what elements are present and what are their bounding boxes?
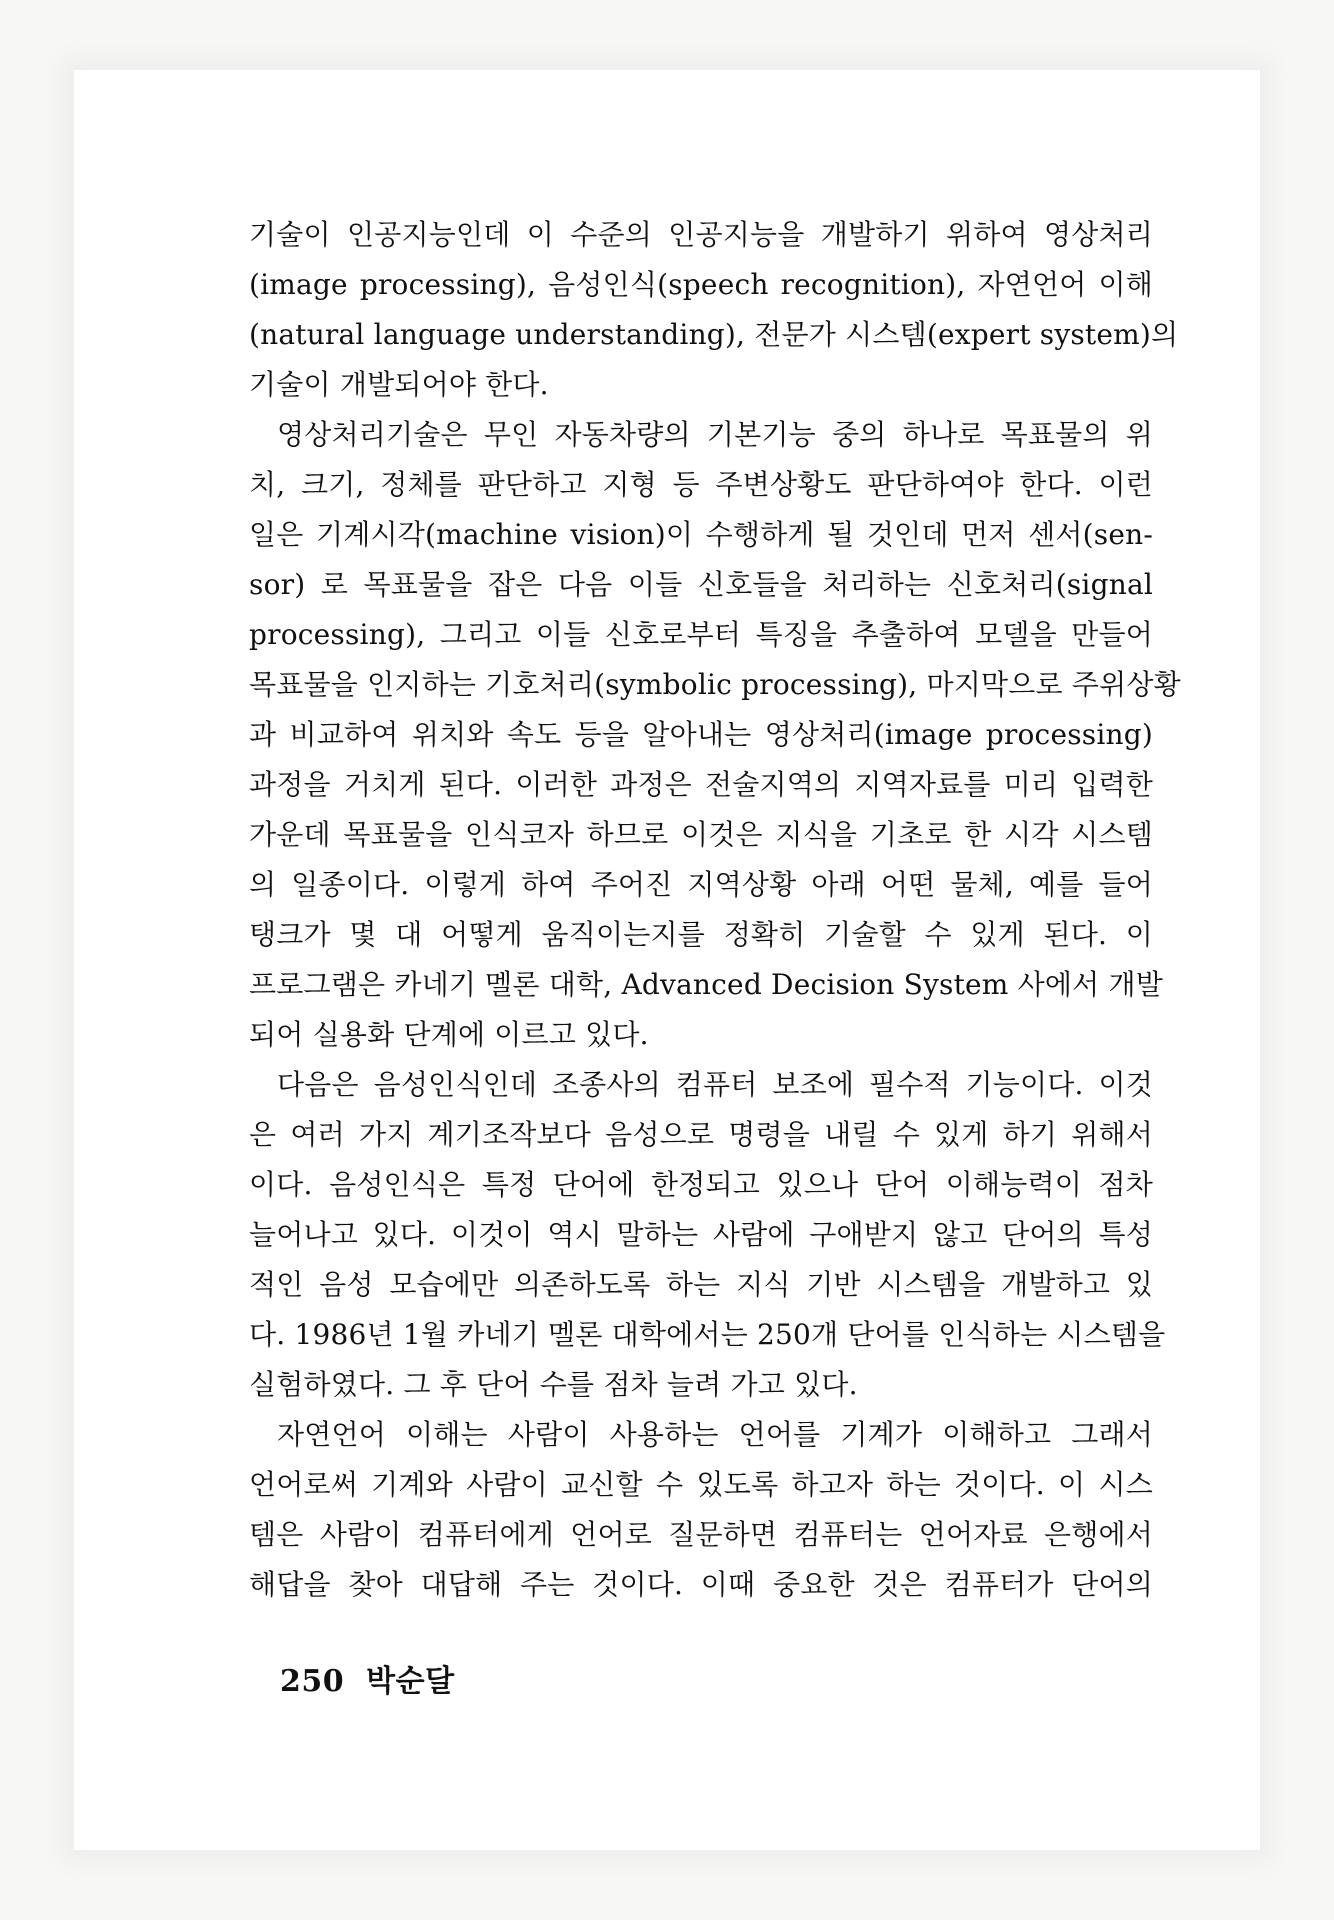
- text-line: 실험하였다. 그 후 단어 수를 점차 늘려 가고 있다.: [249, 1368, 858, 1401]
- text-line: 적인 음성 모습에만 의존하도록 하는 지식 기반 시스템을 개발하고 있: [249, 1268, 1153, 1301]
- paragraph: [249, 1410, 1153, 1610]
- text-line: 탱크가 몇 대 어떻게 움직이는지를 정확히 기술할 수 있게 된다. 이: [249, 918, 1153, 951]
- text-line: 의 일종이다. 이렇게 하여 주어진 지역상황 아래 어떤 물체, 예를 들어: [249, 868, 1153, 901]
- text-line: 치, 크기, 정체를 판단하고 지형 등 주변상황도 판단하여야 한다. 이런: [249, 468, 1153, 501]
- text-line: 늘어나고 있다. 이것이 역시 말하는 사람에 구애받지 않고 단어의 특성: [249, 1218, 1153, 1251]
- text-line: 은 여러 가지 계기조작보다 음성으로 명령을 내릴 수 있게 하기 위해서: [249, 1118, 1153, 1151]
- text-line: 가운데 목표물을 인식코자 하므로 이것은 지식을 기초로 한 시각 시스템: [249, 818, 1153, 851]
- paragraph: [249, 410, 1181, 1060]
- text-line: 템은 사람이 컴퓨터에게 언어로 질문하면 컴퓨터는 언어자료 은행에서: [249, 1518, 1153, 1551]
- page-number: 250: [280, 1664, 345, 1699]
- paragraph: [249, 210, 1179, 410]
- author-name: 박순달: [366, 1664, 455, 1699]
- text-line: 프로그램은 카네기 멜론 대학, Advanced Decision System 사에서 개발: [249, 968, 1163, 1001]
- page-footer: [280, 1656, 455, 1700]
- text-line: (natural language understanding), 전문가 시스템(expert system)의: [249, 318, 1179, 351]
- text-line: 이다. 음성인식은 특정 단어에 한정되고 있으나 단어 이해능력이 점차: [249, 1168, 1153, 1201]
- text-line: 언어로써 기계와 사람이 교신할 수 있도록 하고자 하는 것이다. 이 시스: [249, 1468, 1153, 1501]
- text-line: (image processing), 음성인식(speech recognition), 자연언어 이해: [249, 268, 1153, 301]
- text-line: 기술이 인공지능인데 이 수준의 인공지능을 개발하기 위하여 영상처리: [249, 218, 1153, 251]
- text-line: 목표물을 인지하는 기호처리(symbolic processing), 마지막으로 주위상황: [249, 668, 1181, 701]
- text-line: 다음은 음성인식인데 조종사의 컴퓨터 보조에 필수적 기능이다. 이것: [277, 1068, 1153, 1101]
- text-line: processing), 그리고 이들 신호로부터 특징을 추출하여 모델을 만들어: [249, 618, 1153, 651]
- body-text: [249, 210, 1181, 1610]
- paragraph: [249, 1060, 1166, 1410]
- text-line: sor) 로 목표물을 잡은 다음 이들 신호들을 처리하는 신호처리(signal: [249, 568, 1153, 601]
- text-line: 일은 기계시각(machine vision)이 수행하게 될 것인데 먼저 센서(sen-: [249, 518, 1153, 551]
- text-line: 다. 1986년 1월 카네기 멜론 대학에서는 250개 단어를 인식하는 시스템을: [249, 1318, 1166, 1351]
- text-line: 해답을 찾아 대답해 주는 것이다. 이때 중요한 것은 컴퓨터가 단어의: [249, 1568, 1153, 1601]
- text-line: 기술이 개발되어야 한다.: [249, 368, 549, 401]
- text-line: 영상처리기술은 무인 자동차량의 기본기능 중의 하나로 목표물의 위: [277, 418, 1153, 451]
- text-line: 과정을 거치게 된다. 이러한 과정은 전술지역의 지역자료를 미리 입력한: [249, 768, 1153, 801]
- text-line: 되어 실용화 단계에 이르고 있다.: [249, 1018, 649, 1051]
- text-line: 자연언어 이해는 사람이 사용하는 언어를 기계가 이해하고 그래서: [277, 1418, 1153, 1451]
- text-line: 과 비교하여 위치와 속도 등을 알아내는 영상처리(image processing): [249, 718, 1153, 751]
